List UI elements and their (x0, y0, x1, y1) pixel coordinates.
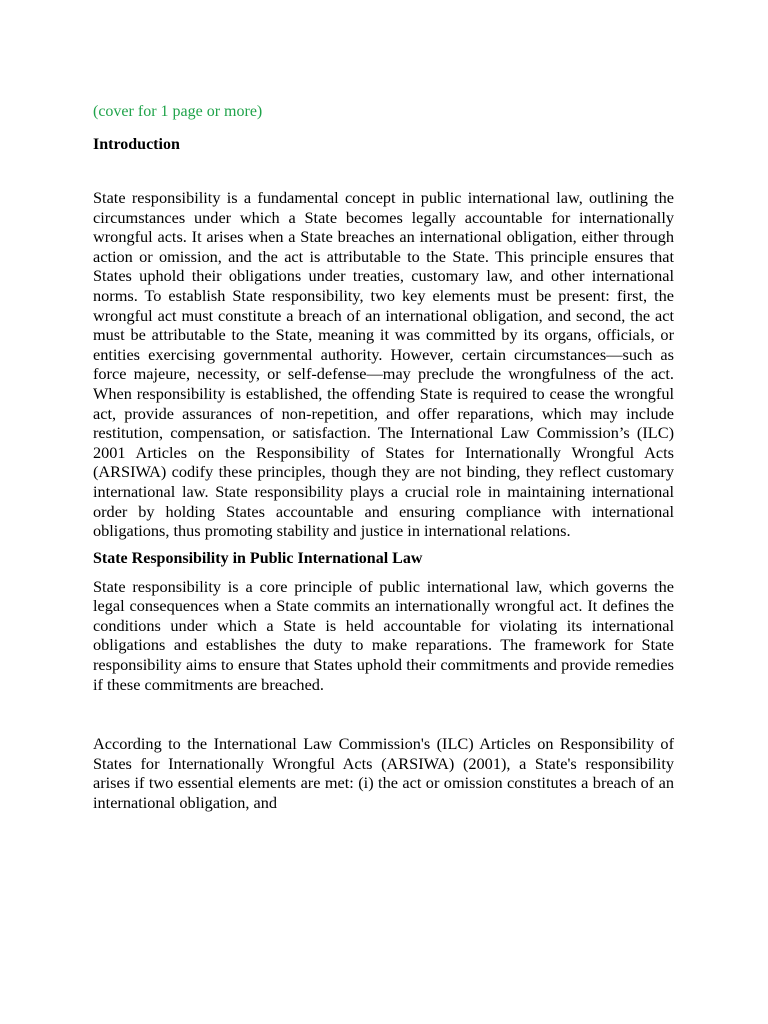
section-heading: State Responsibility in Public International Law (93, 549, 423, 567)
introduction-heading: Introduction (93, 136, 180, 153)
section-paragraph: According to the International Law Commission's (ILC) Articles on Responsibility of States for Internationally Wrongful Acts (ARSIWA) (2001), a State's responsibility arises if two essential elements are met: (i) the act or omission constitutes a breach of an international obligation, and (93, 734, 674, 813)
cover-note: (cover for 1 page or more) (93, 103, 263, 120)
section-paragraph: State responsibility is a core principle of public international law, which governs the legal consequences when a State commits an internationally wrongful act. It defines the conditions under which a State is held accountable for violating its international obligations and establishes the duty to make reparations. The framework for State responsibility aims to ensure that States uphold their commitments and provide remedies if these commitments are breached. (93, 576, 674, 694)
document-body (93, 101, 674, 813)
introduction-paragraph: State responsibility is a fundamental concept in public international law, outlining the circumstances under which a State becomes legally accountable for internationally wrongful acts. It arises when a State breaches an international obligation, either through action or omission, and the act is attributable to the State. This principle ensures that States uphold their obligations under treaties, customary law, and other international norms. To establish State responsibility, two key elements must be present: first, the wrongful act must constitute a breach of an international obligation, and second, the act must be attributable to the State, meaning it was committed by its organs, officials, or entities exercising governmental authority. However, certain circumstances—such as force majeure, necessity, or self-defense—may preclude the wrongfulness of the act. When responsibility is established, the offending State is required to cease the wrongful act, provide assurances of non-repetition, and offer reparations, which may include restitution, compensation, or satisfaction. The International Law Commission’s (ILC) 2001 Articles on the Responsibility of States for Internationally Wrongful Acts (ARSIWA) codify these principles, though they are not binding, they reflect customary international law. State responsibility plays a crucial role in maintaining international order by holding States accountable and ensuring compliance with international obligations, thus promoting stability and justice in international relations. (93, 188, 674, 541)
